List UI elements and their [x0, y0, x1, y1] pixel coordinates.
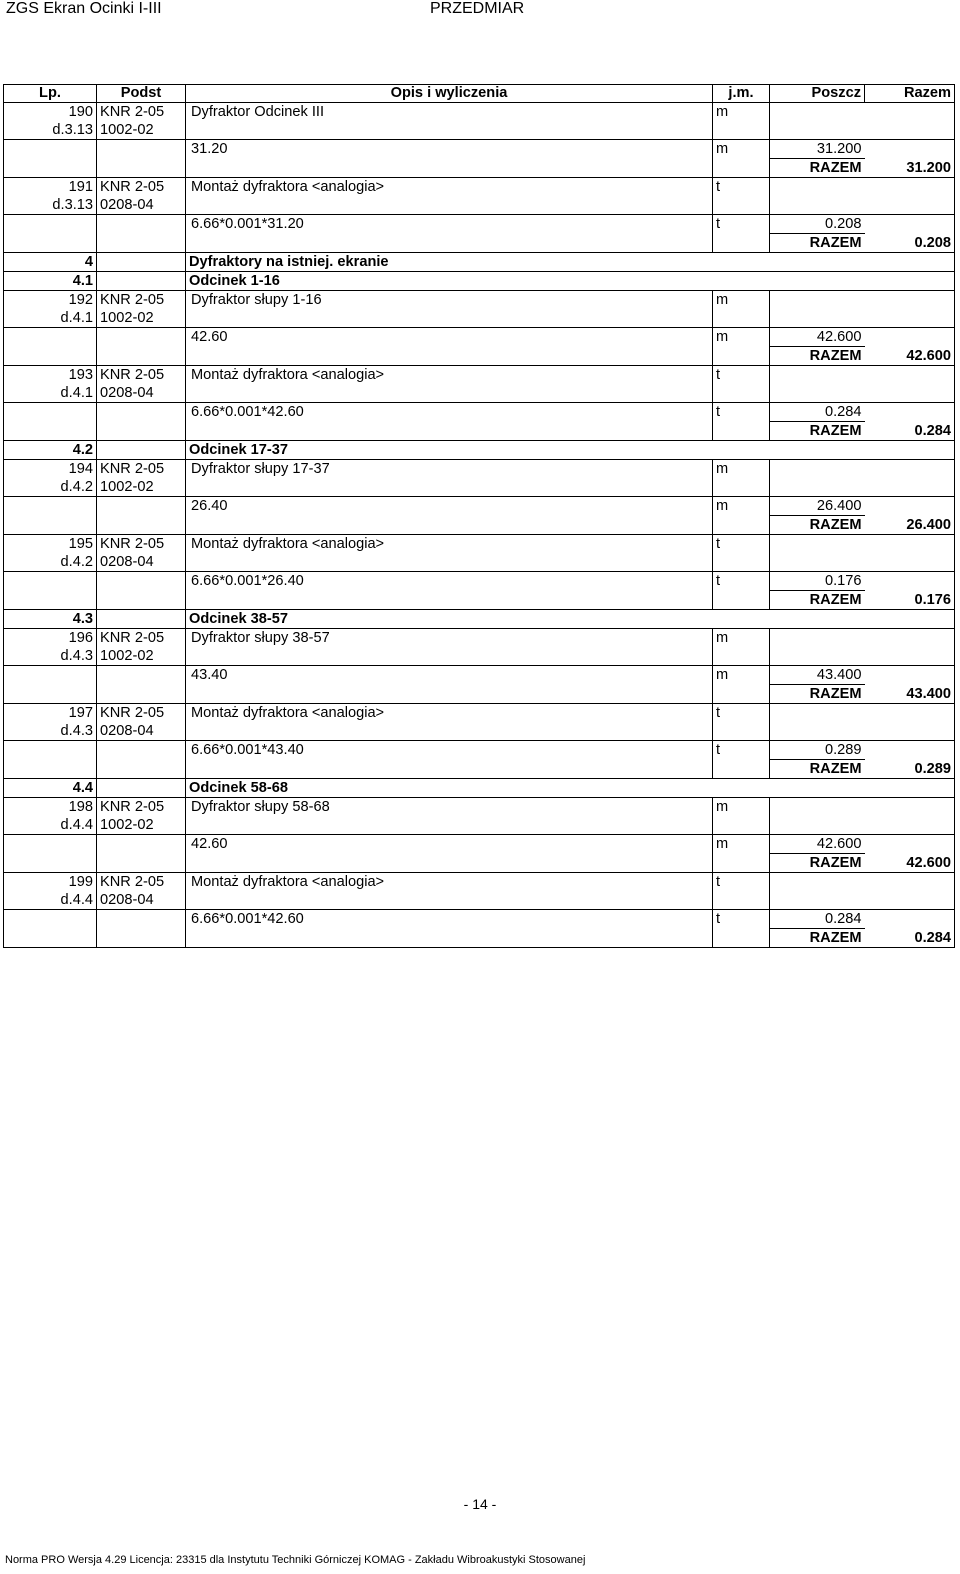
table-row [4, 121, 955, 140]
table-row [4, 798, 955, 817]
item-podst-code: 1002-02 [97, 647, 186, 666]
item-calculation: 43.40 [186, 666, 713, 685]
calc-row [4, 741, 955, 760]
item-unit: t [713, 178, 770, 197]
table-row [4, 103, 955, 122]
razem-label: RAZEM [770, 929, 865, 948]
table-row [4, 873, 955, 892]
item-lp: 196 [4, 629, 97, 648]
item-podst-code: 0208-04 [97, 553, 186, 572]
item-podst-code: 0208-04 [97, 384, 186, 403]
item-lp: 191 [4, 178, 97, 197]
item-lp-ref: d.3.13 [4, 196, 97, 215]
item-podst-code: 0208-04 [97, 891, 186, 910]
table-row [4, 704, 955, 723]
item-description: Dyfraktor słupy 1-16 [186, 291, 713, 310]
section-title: Odcinek 1-16 [186, 272, 955, 291]
item-lp: 194 [4, 460, 97, 479]
section-number: 4.4 [4, 779, 97, 798]
item-lp: 193 [4, 366, 97, 385]
table-row [4, 891, 955, 910]
item-razem: 42.600 [865, 854, 955, 873]
table-row [4, 535, 955, 554]
item-podst: KNR 2-05 [97, 103, 186, 122]
section-number: 4 [4, 253, 97, 272]
item-unit: m [713, 460, 770, 479]
table-row [4, 816, 955, 835]
table-row [4, 478, 955, 497]
table-row [4, 722, 955, 741]
col-header-jm: j.m. [713, 85, 770, 103]
item-description: Montaż dyfraktora <analogia> [186, 535, 713, 554]
item-poszcz: 26.400 [770, 497, 865, 516]
sum-row [4, 159, 955, 178]
sum-row [4, 347, 955, 366]
item-lp-ref: d.3.13 [4, 121, 97, 140]
item-lp: 190 [4, 103, 97, 122]
razem-label: RAZEM [809, 855, 862, 871]
razem-label: RAZEM [809, 592, 862, 608]
item-calculation: 6.66*0.001*26.40 [186, 572, 713, 591]
item-podst: KNR 2-05 [97, 291, 186, 310]
table-row [4, 384, 955, 403]
item-podst: KNR 2-05 [97, 798, 186, 817]
item-lp-ref: d.4.3 [4, 722, 97, 741]
item-podst: KNR 2-05 [97, 704, 186, 723]
section-row [4, 441, 955, 460]
calc-row [4, 140, 955, 159]
item-unit: m [713, 629, 770, 648]
item-lp-ref: d.4.2 [4, 478, 97, 497]
sum-row [4, 516, 955, 535]
calc-row [4, 572, 955, 591]
item-poszcz: 43.400 [770, 666, 865, 685]
table-row [4, 629, 955, 648]
item-lp: 199 [4, 873, 97, 892]
razem-label: RAZEM [809, 160, 862, 176]
item-lp: 192 [4, 291, 97, 310]
col-header-opis: Opis i wyliczenia [186, 85, 713, 103]
calc-row [4, 328, 955, 347]
section-row [4, 779, 955, 798]
sum-row [4, 929, 955, 948]
col-header-razem: Razem [865, 85, 955, 103]
razem-label: RAZEM [809, 517, 862, 533]
item-lp-ref: d.4.4 [4, 816, 97, 835]
item-calculation: 6.66*0.001*42.60 [186, 910, 713, 929]
calc-row [4, 835, 955, 854]
table-row [4, 553, 955, 572]
item-description: Montaż dyfraktora <analogia> [186, 873, 713, 892]
table-row [4, 647, 955, 666]
item-podst: KNR 2-05 [97, 460, 186, 479]
table-row [4, 196, 955, 215]
item-lp-ref: d.4.2 [4, 553, 97, 572]
table-row [4, 291, 955, 310]
item-poszcz: 0.289 [770, 741, 865, 760]
item-razem: 26.400 [865, 516, 955, 535]
calc-unit: m [713, 497, 770, 516]
item-description: Montaż dyfraktora <analogia> [186, 178, 713, 197]
item-poszcz: 31.200 [770, 140, 865, 159]
col-header-podst: Podst [97, 85, 186, 103]
sum-row [4, 685, 955, 704]
item-poszcz: 0.284 [770, 403, 865, 422]
item-calculation: 42.60 [186, 835, 713, 854]
item-razem: 0.208 [865, 234, 955, 253]
calc-row [4, 666, 955, 685]
item-poszcz: 42.600 [770, 835, 865, 854]
item-podst-code: 1002-02 [97, 121, 186, 140]
item-unit: t [713, 873, 770, 892]
item-razem: 0.289 [865, 760, 955, 779]
item-razem: 42.600 [865, 347, 955, 366]
sum-row [4, 591, 955, 610]
footer-license: Norma PRO Wersja 4.29 Licencja: 23315 dla Instytutu Techniki Górniczej KOMAG - Zakładu Wibroakustyki Stosowanej [5, 1554, 586, 1566]
item-lp: 197 [4, 704, 97, 723]
item-podst: KNR 2-05 [97, 178, 186, 197]
calc-unit: m [713, 328, 770, 347]
calc-row [4, 215, 955, 234]
item-calculation: 6.66*0.001*43.40 [186, 741, 713, 760]
razem-label: RAZEM [809, 423, 862, 439]
item-lp: 198 [4, 798, 97, 817]
calc-unit: m [713, 140, 770, 159]
razem-label: RAZEM [809, 761, 862, 777]
item-lp-ref: d.4.4 [4, 891, 97, 910]
item-unit: m [713, 103, 770, 122]
calc-row [4, 403, 955, 422]
calc-row [4, 910, 955, 929]
sum-row [4, 422, 955, 441]
item-unit: t [713, 366, 770, 385]
item-description: Dyfraktor słupy 38-57 [186, 629, 713, 648]
item-lp-ref: d.4.3 [4, 647, 97, 666]
razem-label: RAZEM [809, 686, 862, 702]
table-header-row [4, 85, 955, 103]
razem-label: RAZEM [809, 348, 862, 364]
document-header-title: ZGS Ekran Ocinki I-III [6, 0, 162, 17]
item-poszcz: 0.176 [770, 572, 865, 591]
item-razem: 0.176 [865, 591, 955, 610]
item-lp-ref: d.4.1 [4, 384, 97, 403]
section-number: 4.3 [4, 610, 97, 629]
item-unit: m [713, 798, 770, 817]
calc-unit: m [713, 835, 770, 854]
item-calculation: 6.66*0.001*42.60 [186, 403, 713, 422]
item-unit: t [713, 535, 770, 554]
section-title: Odcinek 58-68 [186, 779, 955, 798]
section-title: Odcinek 17-37 [186, 441, 955, 460]
item-podst-code: 0208-04 [97, 722, 186, 741]
table-row [4, 309, 955, 328]
item-description: Montaż dyfraktora <analogia> [186, 704, 713, 723]
item-poszcz: 42.600 [770, 328, 865, 347]
item-podst: KNR 2-05 [97, 873, 186, 892]
item-calculation: 26.40 [186, 497, 713, 516]
calc-unit: t [713, 403, 770, 422]
item-podst-code: 1002-02 [97, 309, 186, 328]
calc-unit: t [713, 910, 770, 929]
item-razem: 0.284 [865, 422, 955, 441]
item-calculation: 42.60 [186, 328, 713, 347]
item-unit: m [713, 291, 770, 310]
section-title: Dyfraktory na istniej. ekranie [186, 253, 955, 272]
item-description: Dyfraktor Odcinek III [186, 103, 713, 122]
col-header-lp: Lp. [4, 85, 97, 103]
item-razem: 43.400 [865, 685, 955, 704]
calc-row [4, 497, 955, 516]
calc-unit: m [713, 666, 770, 685]
item-lp-ref: d.4.1 [4, 309, 97, 328]
item-podst-code: 1002-02 [97, 478, 186, 497]
item-podst-code: 0208-04 [97, 196, 186, 215]
table-row [4, 178, 955, 197]
section-row [4, 253, 955, 272]
table-row [4, 366, 955, 385]
calc-unit: t [713, 572, 770, 591]
item-description: Montaż dyfraktora <analogia> [186, 366, 713, 385]
section-number: 4.1 [4, 272, 97, 291]
calc-unit: t [713, 215, 770, 234]
item-podst-code: 1002-02 [97, 816, 186, 835]
estimate-table [3, 84, 955, 948]
item-razem: 31.200 [865, 159, 955, 178]
sum-row [4, 854, 955, 873]
item-calculation: 31.20 [186, 140, 713, 159]
item-unit: t [713, 704, 770, 723]
section-title: Odcinek 38-57 [186, 610, 955, 629]
section-row [4, 610, 955, 629]
item-podst: KNR 2-05 [97, 629, 186, 648]
item-podst: KNR 2-05 [97, 535, 186, 554]
sum-row [4, 234, 955, 253]
item-podst: KNR 2-05 [97, 366, 186, 385]
sum-row [4, 760, 955, 779]
item-calculation: 6.66*0.001*31.20 [186, 215, 713, 234]
item-description: Dyfraktor słupy 17-37 [186, 460, 713, 479]
item-poszcz: 0.284 [770, 910, 865, 929]
item-lp: 195 [4, 535, 97, 554]
item-razem: 0.284 [865, 929, 955, 948]
item-poszcz: 0.208 [770, 215, 865, 234]
item-description: Dyfraktor słupy 58-68 [186, 798, 713, 817]
table-row [4, 460, 955, 479]
section-number: 4.2 [4, 441, 97, 460]
razem-label: RAZEM [809, 235, 862, 251]
section-row [4, 272, 955, 291]
col-header-poszcz: Poszcz [770, 85, 865, 103]
calc-unit: t [713, 741, 770, 760]
page-number: - 14 - [463, 1496, 497, 1512]
document-header-type: PRZEDMIAR [430, 0, 525, 17]
